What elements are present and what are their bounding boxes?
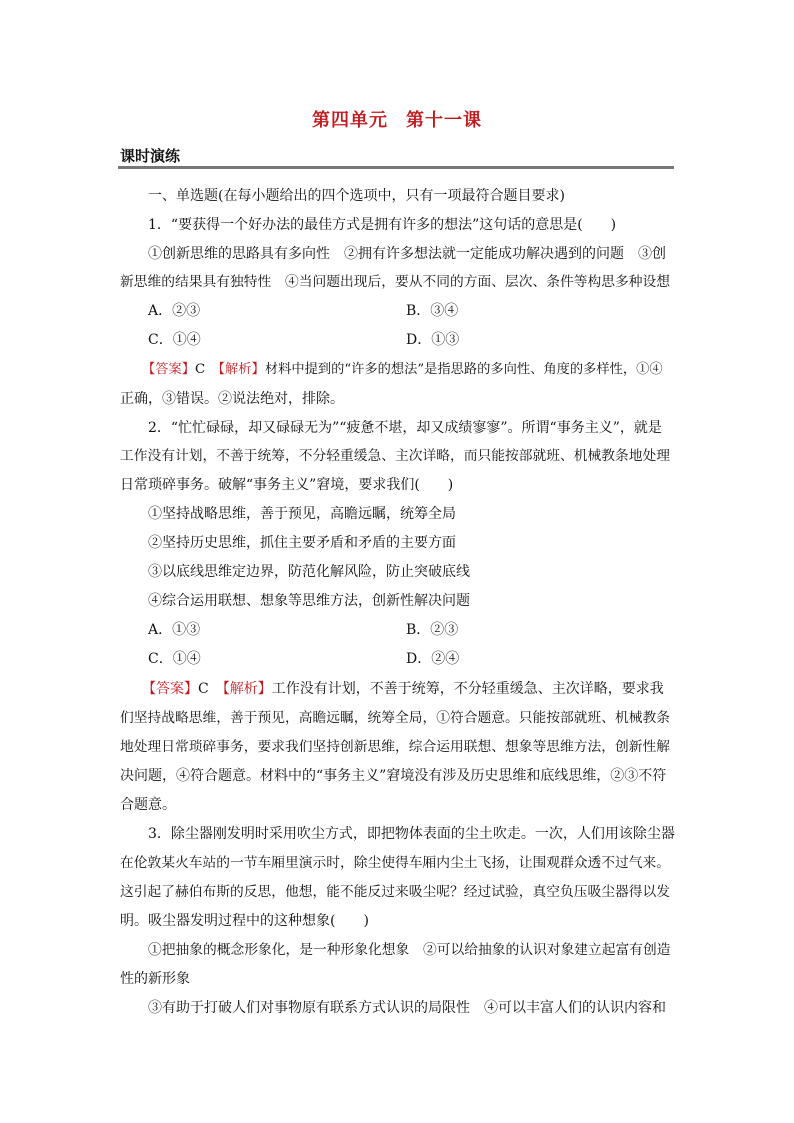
question-type-intro: 一、单选题(在每小题给出的四个选项中，只有一项最符合题目要求) — [148, 188, 565, 204]
lesson-title: 第十一课 — [406, 110, 482, 131]
heading-divider — [118, 166, 674, 169]
answer-value: C — [195, 362, 206, 377]
answer-tag: 【答案】 — [142, 681, 198, 697]
q3-stem-line: 3．除尘器刚发明时采用吹尘方式，即把物体表面的尘土吹走。一次，人们用该除尘器 — [148, 826, 675, 842]
q2-stem-line: 日常琐碎事务。破解“事务主义”窘境，要求我们( ) — [120, 477, 454, 493]
answer-value: C — [198, 681, 209, 697]
q1-option-a: A．②③ — [148, 303, 201, 319]
q3-stem-line: 明。吸尘器发明过程中的这种想象( ) — [120, 913, 369, 929]
q2-statement-1: ①坚持战略思维，善于预见，高瞻远瞩，统筹全局 — [148, 506, 456, 522]
q2-analysis-line: 合题意。 — [120, 797, 176, 813]
q2-answer-line — [142, 679, 670, 699]
answer-tag: 【答案】 — [142, 362, 196, 377]
analysis-text: 工作没有计划，不善于统筹，不分轻重缓急、主次详略，要求我 — [271, 681, 664, 697]
q2-analysis-line: 决问题，④符合题意。材料中的“事务主义”窘境没有涉及历史思维和底线思维，②③不符 — [120, 768, 667, 784]
q2-statement-2: ②坚持历史思维，抓住主要矛盾和矛盾的主要方面 — [148, 535, 456, 551]
q1-option-d: D．①③ — [406, 332, 460, 348]
q1-option-b: B．③④ — [406, 303, 459, 319]
q2-option-b: B．②③ — [406, 622, 459, 638]
q1-option-c: C．①④ — [148, 332, 201, 348]
q2-option-d: D．②④ — [406, 651, 460, 667]
page-title — [0, 106, 794, 132]
analysis-tag: 【解析】 — [218, 362, 265, 377]
q1-stem: 1．“要获得一个好办法的最佳方式是拥有许多的想法”这句话的意思是( ) — [148, 217, 617, 233]
q2-stem-line: 2．“忙忙碌碌，却又碌碌无为”“疲惫不堪，却又成绩寥寥”。所谓“事务主义”，就是 — [148, 420, 662, 436]
q2-analysis-line: 地处理日常琐碎事务，要求我们坚持创新思维，综合运用联想、想象等思维方法，创新性解 — [120, 739, 671, 755]
q2-statement-4: ④综合运用联想、想象等思维方法，创新性解决问题 — [148, 593, 470, 609]
q3-statement-line: 性的新形象 — [120, 971, 190, 987]
analysis-tag: 【解析】 — [222, 681, 272, 697]
q2-option-c: C．①④ — [148, 651, 201, 667]
q2-stem-line: 工作没有计划，不善于统筹，不分轻重缓急、主次详略，而只能按部就班、机械教条地处理 — [120, 448, 671, 464]
unit-title: 第四单元 — [312, 110, 388, 131]
section-heading: 课时演练 — [120, 147, 181, 165]
q3-statement-line: ③有助于打破人们对事物原有联系方式认识的局限性 ④可以丰富人们的认识内容和 — [148, 1000, 666, 1016]
q3-statement-line: ①把抽象的概念形象化，是一种形象化想象 ②可以给抽象的认识对象建立起富有创造 — [148, 942, 671, 958]
analysis-text: 材料中提到的“许多的想法”是指思路的多向性、角度的多样性，①④ — [264, 362, 663, 377]
q1-statement-line: ①创新思维的思路具有多向性 ②拥有许多想法就一定能成功解决遇到的问题 ③创 — [148, 246, 666, 262]
q2-statement-3: ③以底线思维定边界，防范化解风险，防止突破底线 — [148, 564, 470, 580]
q1-answer-line — [142, 360, 670, 380]
q2-analysis-line: 们坚持战略思维，善于预见，高瞻远瞩，统筹全局，①符合题意。只能按部就班、机械教条 — [120, 710, 671, 726]
q1-statement-line: 新思维的结果具有独特性 ④当问题出现后，要从不同的方面、层次、条件等构思多种设想 — [120, 274, 671, 290]
q3-stem-line: 在伦敦某火车站的一节车厢里演示时，除尘使得车厢内尘土飞扬，让围观群众透不过气来。 — [120, 855, 671, 871]
q3-stem-line: 这引起了赫伯布斯的反思，他想，能不能反过来吸尘呢？经过试验，真空负压吸尘器得以发 — [120, 884, 671, 900]
q2-option-a: A．①③ — [148, 622, 201, 638]
q1-analysis-line: 正确，③错误。②说法绝对，排除。 — [120, 391, 344, 407]
